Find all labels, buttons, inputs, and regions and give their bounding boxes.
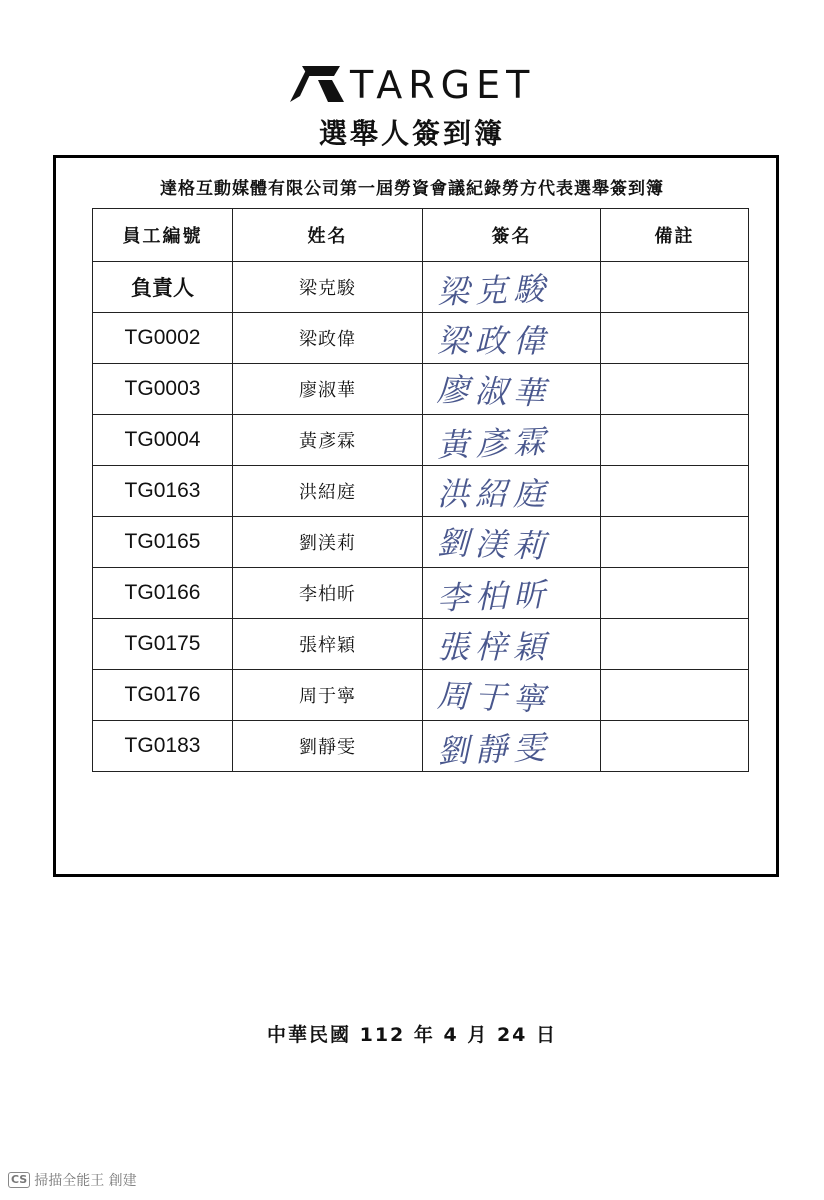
signature-glyphs: 洪紹庭	[436, 475, 551, 513]
employee-name-cell: 劉渼莉	[233, 517, 423, 568]
signature-glyphs: 廖淑華	[435, 370, 552, 413]
handwritten-signature	[427, 416, 597, 464]
table-row	[93, 364, 749, 415]
table-row	[93, 517, 749, 568]
signature-glyphs: 梁克駿	[435, 269, 552, 311]
employee-name-cell: 洪紹庭	[233, 466, 423, 517]
signature-cell	[423, 670, 601, 721]
handwritten-signature	[427, 569, 597, 617]
document-subtitle: 達格互動媒體有限公司第一屆勞資會議紀錄勞方代表選舉簽到簿	[160, 179, 664, 199]
column-header-remarks: 備註	[601, 209, 749, 262]
remarks-cell	[601, 721, 749, 772]
table-row	[93, 568, 749, 619]
remarks-cell	[601, 619, 749, 670]
handwritten-signature	[427, 467, 597, 515]
employee-name-cell: 李柏昕	[233, 568, 423, 619]
remarks-cell	[601, 670, 749, 721]
signature-glyphs: 黃彥霖	[435, 422, 552, 464]
column-header-name: 姓名	[233, 209, 423, 262]
logo-mark-icon	[290, 66, 344, 102]
document-title: 選舉人簽到簿	[318, 117, 505, 150]
employee-id-cell: 負責人	[93, 262, 233, 313]
signature-cell	[423, 415, 601, 466]
table-row	[93, 313, 749, 364]
watermark-text: 掃描全能王 創建	[34, 1173, 137, 1189]
table-row	[93, 262, 749, 313]
remarks-cell	[601, 415, 749, 466]
scanner-watermark	[8, 1170, 137, 1190]
signature-cell	[423, 466, 601, 517]
employee-id-cell: TG0002	[93, 313, 233, 364]
employee-id-cell: TG0003	[93, 364, 233, 415]
table-row	[93, 466, 749, 517]
signature-cell	[423, 721, 601, 772]
handwritten-signature	[427, 671, 597, 719]
table-row	[93, 619, 749, 670]
signature-glyphs: 劉渼莉	[435, 523, 552, 566]
signature-glyphs: 李柏昕	[435, 575, 552, 617]
column-header-signature: 簽名	[423, 209, 601, 262]
handwritten-signature	[427, 365, 597, 413]
remarks-cell	[601, 262, 749, 313]
handwritten-signature	[427, 620, 597, 668]
employee-id-cell: TG0004	[93, 415, 233, 466]
remarks-cell	[601, 517, 749, 568]
signature-cell	[423, 619, 601, 670]
remarks-cell	[601, 568, 749, 619]
employee-name-cell: 梁政偉	[233, 313, 423, 364]
remarks-cell	[601, 313, 749, 364]
employee-name-cell: 梁克駿	[233, 262, 423, 313]
signature-cell	[423, 364, 601, 415]
remarks-cell	[601, 364, 749, 415]
logo-wordmark: TARGET	[350, 63, 536, 106]
camscanner-icon: CS	[8, 1172, 30, 1188]
employee-id-cell: TG0165	[93, 517, 233, 568]
employee-id-cell: TG0183	[93, 721, 233, 772]
table-row	[93, 721, 749, 772]
signature-cell	[423, 568, 601, 619]
signature-glyphs: 張梓穎	[436, 628, 551, 666]
signature-cell	[423, 313, 601, 364]
sign-in-table	[92, 208, 749, 772]
handwritten-signature	[427, 518, 597, 566]
handwritten-signature	[427, 722, 597, 770]
document-date: 中華民國 112 年 4 月 24 日	[266, 1024, 557, 1046]
remarks-cell	[601, 466, 749, 517]
column-header-employee-id: 員工編號	[93, 209, 233, 262]
signature-glyphs: 周于寧	[435, 676, 552, 719]
signature-glyphs: 梁政偉	[436, 322, 551, 360]
table-row	[93, 415, 749, 466]
table-row	[93, 670, 749, 721]
employee-id-cell: TG0163	[93, 466, 233, 517]
signature-glyphs: 劉靜雯	[435, 728, 552, 770]
employee-name-cell: 劉靜雯	[233, 721, 423, 772]
employee-id-cell: TG0166	[93, 568, 233, 619]
employee-name-cell: 廖淑華	[233, 364, 423, 415]
employee-name-cell: 周于寧	[233, 670, 423, 721]
employee-name-cell: 黃彥霖	[233, 415, 423, 466]
handwritten-signature	[427, 263, 597, 311]
signature-cell	[423, 517, 601, 568]
employee-id-cell: TG0176	[93, 670, 233, 721]
table-header-row	[93, 209, 749, 262]
employee-name-cell: 張梓穎	[233, 619, 423, 670]
employee-id-cell: TG0175	[93, 619, 233, 670]
target-logo	[288, 62, 548, 106]
signature-cell	[423, 262, 601, 313]
handwritten-signature	[427, 314, 597, 362]
